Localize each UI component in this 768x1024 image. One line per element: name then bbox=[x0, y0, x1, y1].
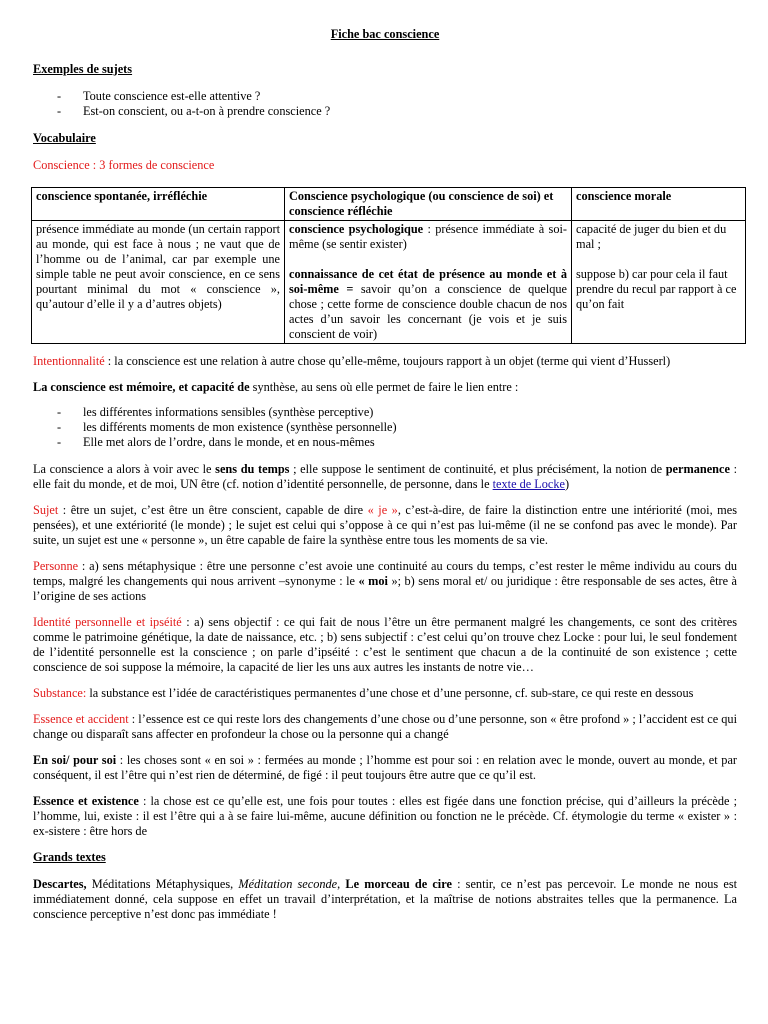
definition-text: : a) sens métaphysique : être une personne c’est avoie une continuité au cours du temps, c’est rester le même individu au cours du temps, malgré les changements qui nous arrivent –synonyme : le bbox=[33, 559, 737, 588]
text-span: Méditations Métaphysiques, bbox=[86, 877, 239, 891]
table-header-cell: conscience spontanée, irréfléchie bbox=[32, 188, 285, 221]
memoire-list bbox=[33, 405, 737, 450]
sujet-paragraph bbox=[33, 503, 737, 548]
moi-bold: « moi bbox=[358, 574, 388, 588]
substance-term: Substance: bbox=[33, 686, 87, 700]
cell-text: savoir qu’on a conscience de quelque chose ; cette forme de conscience double chacun de nos actes d’un savoir les concernant (je vois et je suis conscient de voir) bbox=[289, 282, 567, 341]
definition-text: : la conscience est une relation à autre chose qu’elle-même, toujours rapport à un objet (terme qui vient d’Husserl) bbox=[104, 354, 671, 368]
personne-term: Personne bbox=[33, 559, 79, 573]
cell-paragraph bbox=[289, 267, 567, 342]
text-span: ; elle suppose le sentiment de continuité, et plus précisément, la notion de bbox=[289, 462, 666, 476]
memoire-text: synthèse, au sens où elle permet de faire le lien entre : bbox=[249, 380, 519, 394]
author-name: Descartes, bbox=[33, 877, 87, 891]
definition-text: la substance est l’idée de caractéristiques permanentes d’une chose et d’une personne, cf. sub-stare, ce qui reste en dessous bbox=[86, 686, 694, 700]
list-item: - Toute conscience est-elle attentive ? bbox=[33, 89, 737, 104]
essence-term: Essence et accident bbox=[33, 712, 129, 726]
ensoi-term: En soi/ pour soi bbox=[33, 753, 117, 767]
cell-bold: conscience psychologique bbox=[289, 222, 424, 236]
list-item: - Est-on conscient, ou a-t-on à prendre conscience ? bbox=[33, 104, 737, 119]
text-span: : sentir, ce n’est pas percevoir. Le monde ne nous est immédiatement donné, cela suppose en effet un travail d’interprétation, et la maîtrise de notions abstraites telles que la permanence. La conscience perceptive n’est donc pas immédiate ! bbox=[33, 877, 738, 921]
identite-paragraph bbox=[33, 615, 737, 675]
descartes-paragraph bbox=[33, 877, 737, 922]
permanence-bold: permanence bbox=[665, 462, 730, 476]
existence-term: Essence et existence bbox=[33, 794, 139, 808]
memoire-bold: La conscience est mémoire, et capacité de bbox=[33, 380, 250, 394]
intentionnalite-paragraph bbox=[33, 354, 737, 369]
sujets-heading: Exemples de sujets bbox=[33, 62, 133, 76]
substance-paragraph bbox=[33, 686, 737, 701]
cell-paragraph: suppose b) car pour cela il faut prendre du recul par rapport à ce qu’on fait bbox=[576, 267, 737, 311]
definition-text: : a) sens objectif : ce qui fait de nous l’être un être permanent malgré les changements, ce sont des critères comme le patrimoine génétique, la date de naissance, etc. ; b) sens subjectif : c’est celui qu’on trouve chez Locke : pour lui, le seul fondement de l’identité personnelle est la conscience ; on parle d’ipséité : c’est le sentiment que chacun a de la continuité de son existence ; cette conscience de soi suppose la mémoire, la capacité de lier les uns aux autres les instants de notre vie… bbox=[33, 615, 738, 674]
memoire-paragraph bbox=[33, 380, 737, 395]
sens-du-temps-bold: sens du temps bbox=[215, 462, 290, 476]
morceau-de-cire-bold: Le morceau de cire bbox=[345, 877, 452, 891]
temps-paragraph bbox=[33, 462, 737, 492]
conscience-intro bbox=[33, 158, 737, 173]
locke-link[interactable]: texte de Locke bbox=[492, 477, 566, 491]
table-row bbox=[32, 221, 746, 344]
conscience-subtitle: : 3 formes de conscience bbox=[89, 158, 215, 172]
cell-text: : présence immédiate à soi-même (se sentir exister) bbox=[289, 222, 567, 251]
text-span: La conscience a alors à voir avec le bbox=[33, 462, 216, 476]
cell-paragraph: capacité de juger du bien et du mal ; bbox=[576, 222, 727, 251]
essence-paragraph bbox=[33, 712, 737, 742]
sujet-term: Sujet bbox=[33, 503, 59, 517]
cell-paragraph bbox=[289, 222, 567, 252]
definition-text: : être un sujet, c’est être un être conscient, capable de dire bbox=[58, 503, 368, 517]
personne-paragraph bbox=[33, 559, 737, 604]
text-span: ) bbox=[565, 477, 570, 491]
table-cell-morale bbox=[572, 221, 746, 344]
definition-text: , c’est-à-dire, de faire la distinction entre une intériorité (moi, mes pensées), et une extériorité (le monde) ; le sujet est celui qui s’oppose à ce qui n’est pas lui-même (il ne se confond pas avec le monde). Par suite, un sujet est une « personne », un être capable de faire la synthèse entre tous les moments de sa vie. bbox=[33, 503, 737, 547]
list-item: - les différentes informations sensibles (synthèse perceptive) bbox=[33, 405, 737, 420]
conscience-forms-table bbox=[31, 187, 746, 344]
vocabulaire-heading: Vocabulaire bbox=[33, 131, 96, 145]
intentionnalite-term: Intentionnalité bbox=[33, 354, 105, 368]
table-cell-spontanee: présence immédiate au monde (un certain rapport au monde, qui est face à nous ; ne vaut que de l’homme ou de l’animal, car par exemple une simple table ne peut avoir conscience, en ce sens pourtant minimal du mot « conscience », qu’autour d’elle il y a d’autres objets) bbox=[32, 221, 285, 344]
ensoi-paragraph bbox=[33, 753, 737, 783]
table-header-row bbox=[32, 188, 746, 221]
list-item: - Elle met alors de l’ordre, dans le monde, et en nous-mêmes bbox=[33, 435, 737, 450]
document-page bbox=[33, 27, 737, 933]
cell-bold: connaissance de cet état de présence au monde et à soi-même = bbox=[289, 267, 567, 296]
work-title: Méditation seconde bbox=[238, 877, 338, 891]
table-header-cell: conscience morale bbox=[572, 188, 746, 221]
table-cell-psychologique bbox=[285, 221, 572, 344]
identite-term: Identité personnelle et ipséité bbox=[33, 615, 182, 629]
je-highlight: « je » bbox=[367, 503, 398, 517]
conscience-term: Conscience bbox=[33, 158, 90, 172]
grands-textes-heading: Grands textes bbox=[33, 850, 106, 864]
definition-text: : l’essence est ce qui reste lors des changements d’une chose ou d’une personne, son « être profond » ; l’accident est ce qui change ou disparaît sans affecter en profondeur la chose ou la personne qui a changé bbox=[33, 712, 738, 741]
list-item: - les différents moments de mon existence (synthèse personnelle) bbox=[33, 420, 737, 435]
page-title: Fiche bac conscience bbox=[330, 27, 440, 41]
definition-text: : les choses sont « en soi » : fermées au monde ; l’homme est pour soi : en relation avec le monde, ouvert au monde, et par conséquent, il est l’être qui n’est rien de déterminé, de figé : il peut toujours être autre que ce qu’il est. bbox=[33, 753, 737, 782]
text-span: , bbox=[337, 877, 346, 891]
definition-text: : la chose est ce qu’elle est, une fois pour toutes : elles est figée dans une fonction précise, qui d’ailleurs la précède ; l’homme, lui, existe : il est l’être qui a à se faire lui-même, aucune définition ou fonction ne le précède. Cf. étymologie du terme « exister » : ex-sistere : être hors de bbox=[33, 794, 738, 838]
definition-text: »; b) sens moral et/ ou juridique : être responsable de ses actes, être à l’origine de ses actions bbox=[33, 574, 737, 603]
sujets-list bbox=[33, 89, 737, 119]
existence-paragraph bbox=[33, 794, 737, 839]
table-header-cell: Conscience psychologique (ou conscience de soi) et conscience réfléchie bbox=[285, 188, 572, 221]
text-span: : elle fait du monde, et de moi, UN être (cf. notion d’identité personnelle, de personne, dans le bbox=[33, 462, 737, 491]
